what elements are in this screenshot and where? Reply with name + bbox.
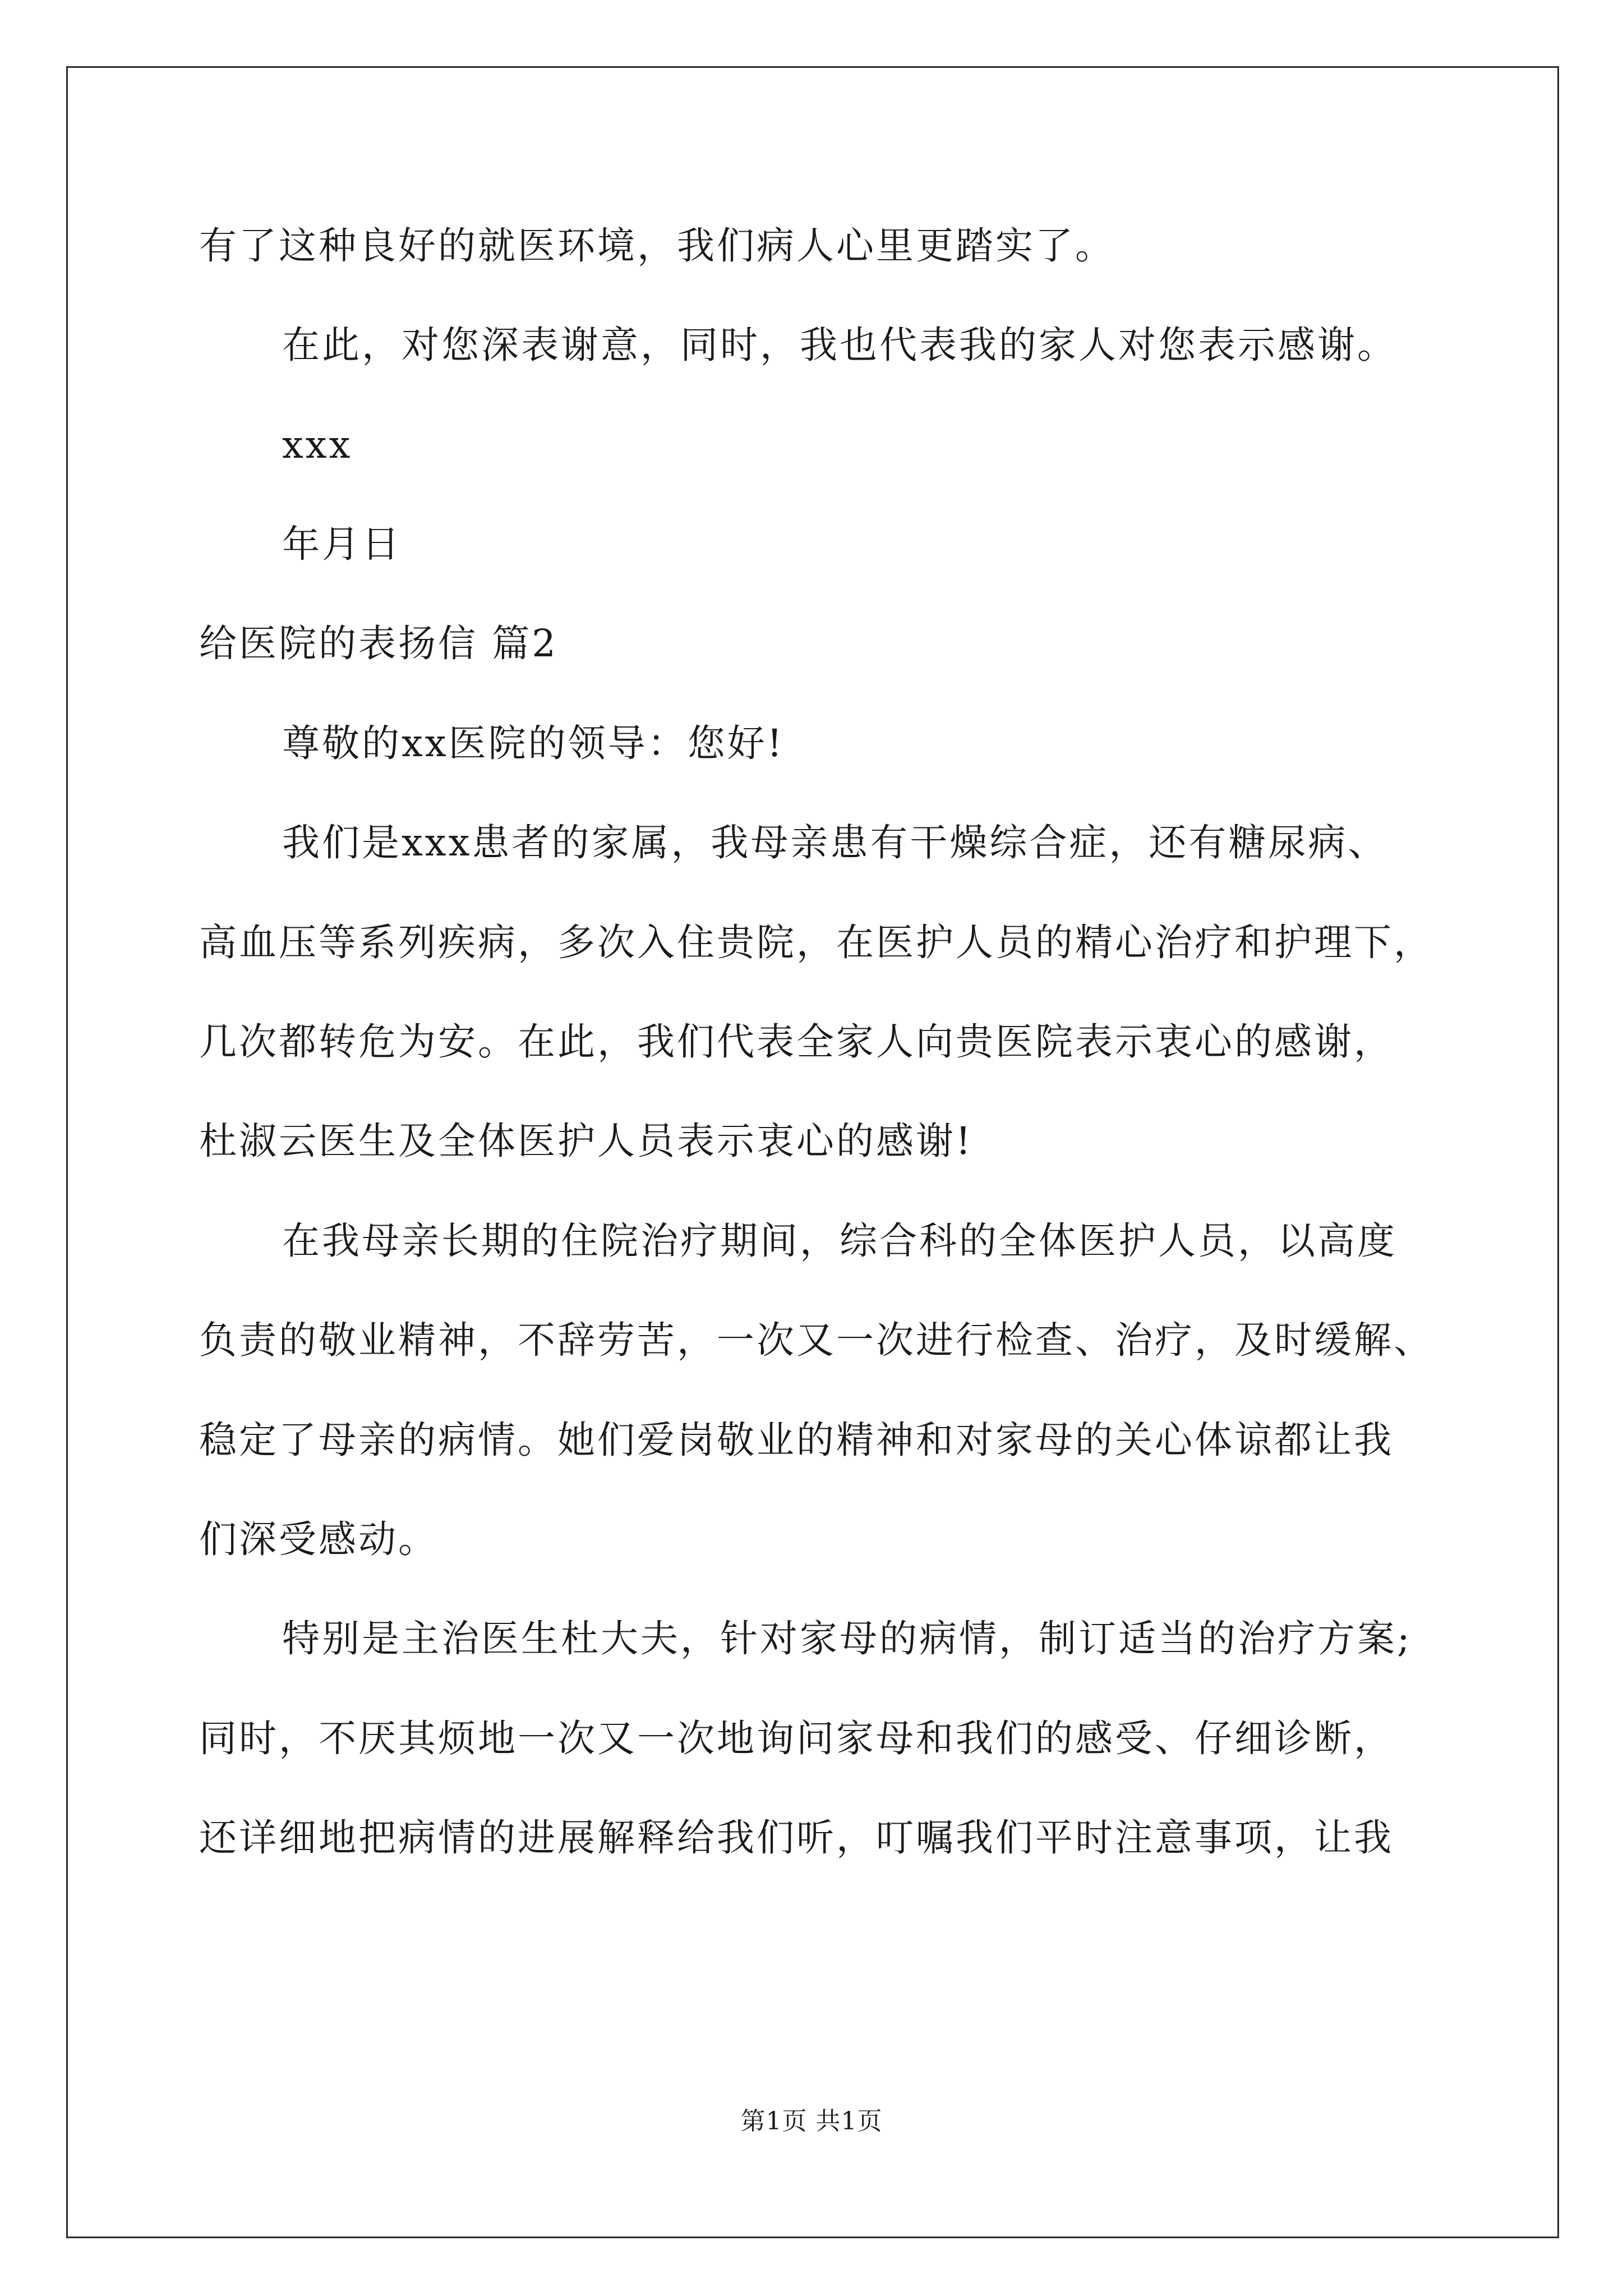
text-line: 高血压等系列疾病，多次入住贵院，在医护人员的精心治疗和护理下，: [199, 921, 1433, 964]
text-line: 几次都转危为安。在此，我们代表全家人向贵医院表示衷心的感谢，: [199, 1020, 1394, 1064]
text-line: 们深受感动。: [199, 1517, 438, 1561]
text-line: 在此，对您深表谢意，同时，我也代表我的家人对您表示感谢。: [282, 323, 1397, 367]
text-line: 稳定了母亲的病情。她们爱岗敬业的精神和对家母的关心体谅都让我: [199, 1418, 1394, 1462]
text-line: 还详细地把病情的进展解释给我们听，叮嘱我们平时注意事项，让我: [199, 1816, 1394, 1860]
text-line: 杜淑云医生及全体医护人员表示衷心的感谢!: [199, 1119, 973, 1163]
text-line: 我们是xxx患者的家属，我母亲患有干燥综合症，还有糖尿病、: [282, 821, 1388, 864]
text-line: 特别是主治医生杜大夫，针对家母的病情，制订适当的治疗方案;: [282, 1617, 1412, 1660]
salutation: 尊敬的xx医院的领导：您好!: [282, 721, 785, 765]
date-line: 年月日: [282, 522, 402, 566]
section-title: 给医院的表扬信 篇2: [199, 622, 558, 665]
page-number-footer: 第1页 共1页: [740, 2107, 883, 2136]
signature-name: xxx: [282, 423, 353, 467]
text-line: 在我母亲长期的住院治疗期间，综合科的全体医护人员，以高度: [282, 1219, 1397, 1263]
text-line: 同时，不厌其烦地一次又一次地询问家母和我们的感受、仔细诊断，: [199, 1717, 1394, 1760]
text-line: 负责的敬业精神，不辞劳苦，一次又一次进行检查、治疗，及时缓解、: [199, 1318, 1433, 1362]
text-line: 有了这种良好的就医环境，我们病人心里更踏实了。: [199, 224, 1115, 268]
